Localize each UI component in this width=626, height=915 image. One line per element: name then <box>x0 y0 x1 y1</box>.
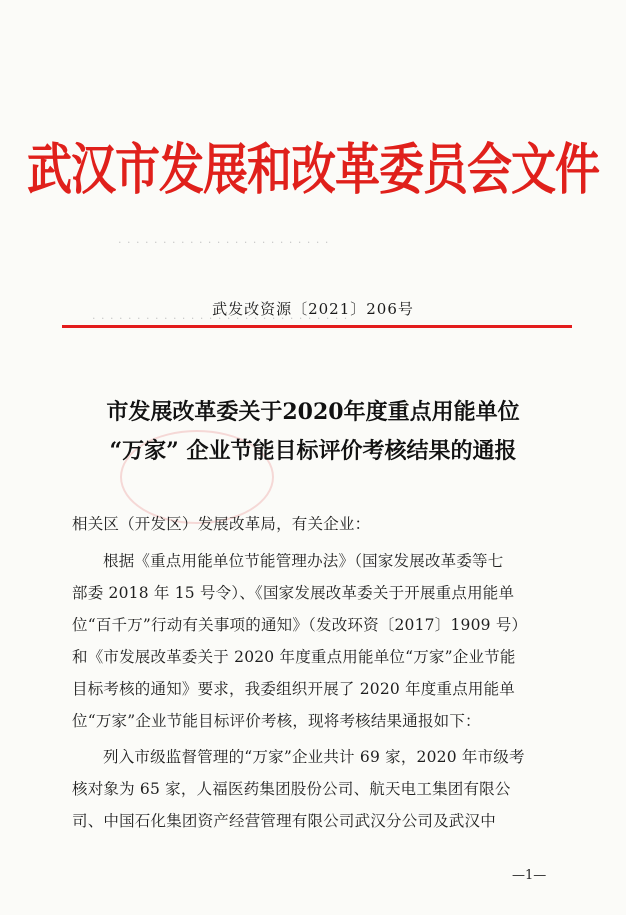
salutation: 相关区（开发区）发展改革局，有关企业： <box>72 515 371 533</box>
document-title-line-2: “万家” 企业节能目标评价考核结果的通报 <box>109 438 517 464</box>
red-divider-line <box>62 325 572 328</box>
paragraph-line: 核对象为 65 家，人福医药集团股份公司、航天电工集团有限公 <box>72 780 511 798</box>
document-title-line-1: 市发展改革委关于2020年度重点用能单位 <box>106 399 520 425</box>
paragraph-line: 位“百千万”行动有关事项的通知》（发改环资〔2017〕1909 号） <box>72 616 528 634</box>
paragraph-line: 列入市级监督管理的“万家”企业共计 69 家，2020 年市级考 <box>103 748 525 766</box>
paragraph-line: 位“万家”企业节能目标评价考核，现将考核结果通报如下： <box>72 712 481 730</box>
bleed-through-mark: · · · · · · · · · · · · · · · · · · · · · · · · <box>118 236 330 249</box>
paragraph-line: 部委 2018 年 15 号令）、《国家发展改革委关于开展重点用能单 <box>72 584 515 602</box>
bleed-through-mark: · · · · · · · · · · · · · · · · · · · · · · · · · · · · · <box>92 312 349 325</box>
paragraph-line: 目标考核的通知》要求，我委组织开展了 2020 年度重点用能单 <box>72 680 516 698</box>
page-number: —1— <box>512 868 547 883</box>
paragraph-line: 司、中国石化集团资产经营管理有限公司武汉分公司及武汉中 <box>72 812 496 830</box>
document-number: 武发改资源〔2021〕206号 <box>212 300 414 318</box>
issuer-header-title: 武汉市发展和改革委员会文件 <box>26 137 599 202</box>
paragraph-line: 和《市发展改革委关于 2020 年度重点用能单位“万家”企业节能 <box>72 648 516 666</box>
paragraph-line: 根据《重点用能单位节能管理办法》（国家发展改革委等七 <box>103 552 504 570</box>
